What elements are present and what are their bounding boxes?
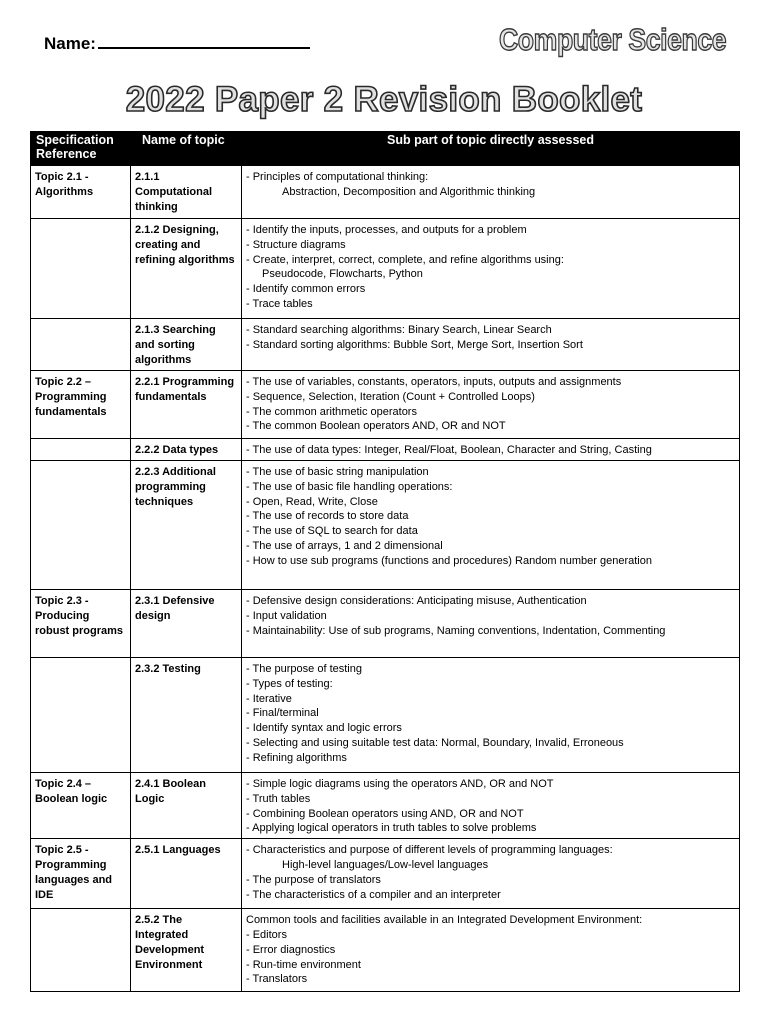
topic-name-cell: 2.1.2 Designing, creating and refining algorithms [131, 219, 242, 319]
topic-name-cell: 2.5.2 The Integrated Development Environment [131, 909, 242, 992]
specification-reference-cell [31, 658, 131, 773]
header-name-of-topic: Name of topic [131, 132, 242, 166]
sub-part-line: - Identify common errors [246, 283, 366, 296]
header-row [31, 132, 740, 166]
table-row [31, 461, 740, 590]
sub-part-line: - The use of basic string manipulation [246, 466, 429, 478]
sub-part-line: - Maintainability: Use of sub programs, Naming conventions, Indentation, Commenting [246, 624, 666, 637]
sub-part-line: - Refining algorithms [246, 751, 347, 764]
table-row [31, 439, 740, 461]
table-body [31, 166, 740, 992]
table-row [31, 319, 740, 371]
sub-parts-cell [242, 658, 740, 773]
name-field [44, 34, 310, 54]
sub-part-line: Pseudocode, Flowcharts, Python [262, 268, 423, 281]
topic-name-cell: 2.2.2 Data types [131, 439, 242, 461]
sub-part-line: - Defensive design considerations: Anticipating misuse, Authentication [246, 595, 587, 607]
specification-reference-cell [31, 439, 131, 461]
sub-part-line: - Selecting and using suitable test data: Normal, Boundary, Invalid, Erroneous [246, 736, 624, 749]
specification-table [30, 131, 740, 992]
sub-part-line: - Types of testing: [246, 677, 333, 690]
sub-part-line: - Principles of computational thinking: [246, 171, 429, 183]
sub-part-line: - The use of variables, constants, operators, inputs, outputs and assignments [246, 376, 622, 388]
sub-part-line: - Applying logical operators in truth tables to solve problems [246, 822, 537, 835]
table-row [31, 371, 740, 439]
specification-reference-cell [31, 219, 131, 319]
sub-part-line: - Standard searching algorithms: Binary Search, Linear Search [246, 324, 552, 336]
sub-parts-cell [242, 319, 740, 371]
sub-part-line: - The common arithmetic operators [246, 405, 417, 418]
sub-part-line: - Input validation [246, 609, 327, 622]
sub-part-line: - The use of SQL to search for data [246, 525, 418, 538]
specification-reference-cell: Topic 2.5 - Programming languages and IDE [31, 839, 131, 909]
specification-reference-cell: Topic 2.2 – Programming fundamentals [31, 371, 131, 439]
topic-name-cell: 2.5.1 Languages [131, 839, 242, 909]
table-row [31, 590, 740, 658]
sub-part-line: - Translators [246, 973, 308, 986]
sub-part-line: - Characteristics and purpose of different levels of programming languages: [246, 844, 613, 857]
sub-part-line: - The purpose of translators [246, 873, 381, 886]
sub-part-line: - The use of basic file handling operations: [246, 480, 453, 493]
sub-parts-cell [242, 219, 740, 319]
topic-name-cell: 2.1.1 Computational thinking [131, 166, 242, 219]
name-label: Name: [44, 34, 96, 53]
specification-reference-cell [31, 461, 131, 590]
sub-part-line: - Final/terminal [246, 707, 319, 720]
sub-parts-cell [242, 909, 740, 992]
sub-parts-cell [242, 166, 740, 219]
topic-name-cell: 2.2.3 Additional programming techniques [131, 461, 242, 590]
topic-name-cell: 2.4.1 Boolean Logic [131, 773, 242, 839]
table-header [31, 132, 740, 166]
sub-part-line: - Sequence, Selection, Iteration (Count + Controlled Loops) [246, 390, 535, 403]
table-row [31, 219, 740, 319]
sub-part-line: Abstraction, Decomposition and Algorithmic thinking [282, 185, 536, 198]
sub-part-line: - Create, interpret, correct, complete, and refine algorithms using: [246, 253, 564, 266]
subject-heading: Computer Science [498, 22, 726, 57]
specification-reference-cell: Topic 2.1 - Algorithms [31, 166, 131, 219]
sub-part-line: - The use of arrays, 1 and 2 dimensional [246, 539, 443, 552]
header-sub-part: Sub part of topic directly assessed [242, 132, 740, 166]
sub-part-line: - The characteristics of a compiler and an interpreter [246, 888, 501, 901]
sub-part-line: - The purpose of testing [246, 663, 362, 675]
sub-part-line: - Standard sorting algorithms: Bubble Sort, Merge Sort, Insertion Sort [246, 338, 583, 351]
header-specification-reference: Specification Reference [31, 132, 131, 166]
sub-part-line: - Truth tables [246, 792, 311, 805]
table-row [31, 658, 740, 773]
table-row [31, 166, 740, 219]
specification-reference-cell: Topic 2.4 – Boolean logic [31, 773, 131, 839]
sub-part-line: - The common Boolean operators AND, OR and NOT [246, 420, 506, 433]
sub-parts-cell [242, 461, 740, 590]
sub-part-line: - The use of data types: Integer, Real/Float, Boolean, Character and String, Casting [246, 444, 652, 456]
sub-part-line: - Editors [246, 928, 287, 941]
table-row [31, 909, 740, 992]
sub-part-line: - Trace tables [246, 297, 313, 310]
topic-name-cell: 2.3.2 Testing [131, 658, 242, 773]
sub-part-line: - Simple logic diagrams using the operators AND, OR and NOT [246, 778, 554, 790]
specification-reference-cell [31, 319, 131, 371]
topic-name-cell: 2.3.1 Defensive design [131, 590, 242, 658]
topic-name-cell: 2.1.3 Searching and sorting algorithms [131, 319, 242, 371]
specification-reference-cell [31, 909, 131, 992]
sub-part-line: - Combining Boolean operators using AND, OR and NOT [246, 807, 524, 820]
sub-part-line: - How to use sub programs (functions and procedures) Random number generation [246, 554, 652, 567]
sub-part-line: - Identify syntax and logic errors [246, 722, 402, 735]
sub-part-line: - Open, Read, Write, Close [246, 495, 378, 508]
sub-part-line: - Structure diagrams [246, 238, 346, 251]
sub-part-line: - Iterative [246, 692, 292, 705]
sub-part-line: Common tools and facilities available in an Integrated Development Environment: [246, 914, 643, 927]
sub-parts-cell [242, 439, 740, 461]
sub-part-line: - Run-time environment [246, 958, 361, 971]
sub-part-line: - The use of records to store data [246, 510, 409, 523]
name-blank-line [98, 47, 310, 49]
sub-parts-cell [242, 590, 740, 658]
booklet-title: 2022 Paper 2 Revision Booklet [125, 80, 643, 119]
table-row [31, 773, 740, 839]
sub-part-line: High-level languages/Low-level languages [282, 858, 489, 871]
sub-parts-cell [242, 371, 740, 439]
sub-parts-cell [242, 839, 740, 909]
specification-reference-cell: Topic 2.3 - Producing robust programs [31, 590, 131, 658]
sub-part-line: - Identify the inputs, processes, and outputs for a problem [246, 224, 527, 236]
table-row [31, 839, 740, 909]
sub-part-line: - Error diagnostics [246, 943, 336, 956]
topic-name-cell: 2.2.1 Programming fundamentals [131, 371, 242, 439]
sub-parts-cell [242, 773, 740, 839]
